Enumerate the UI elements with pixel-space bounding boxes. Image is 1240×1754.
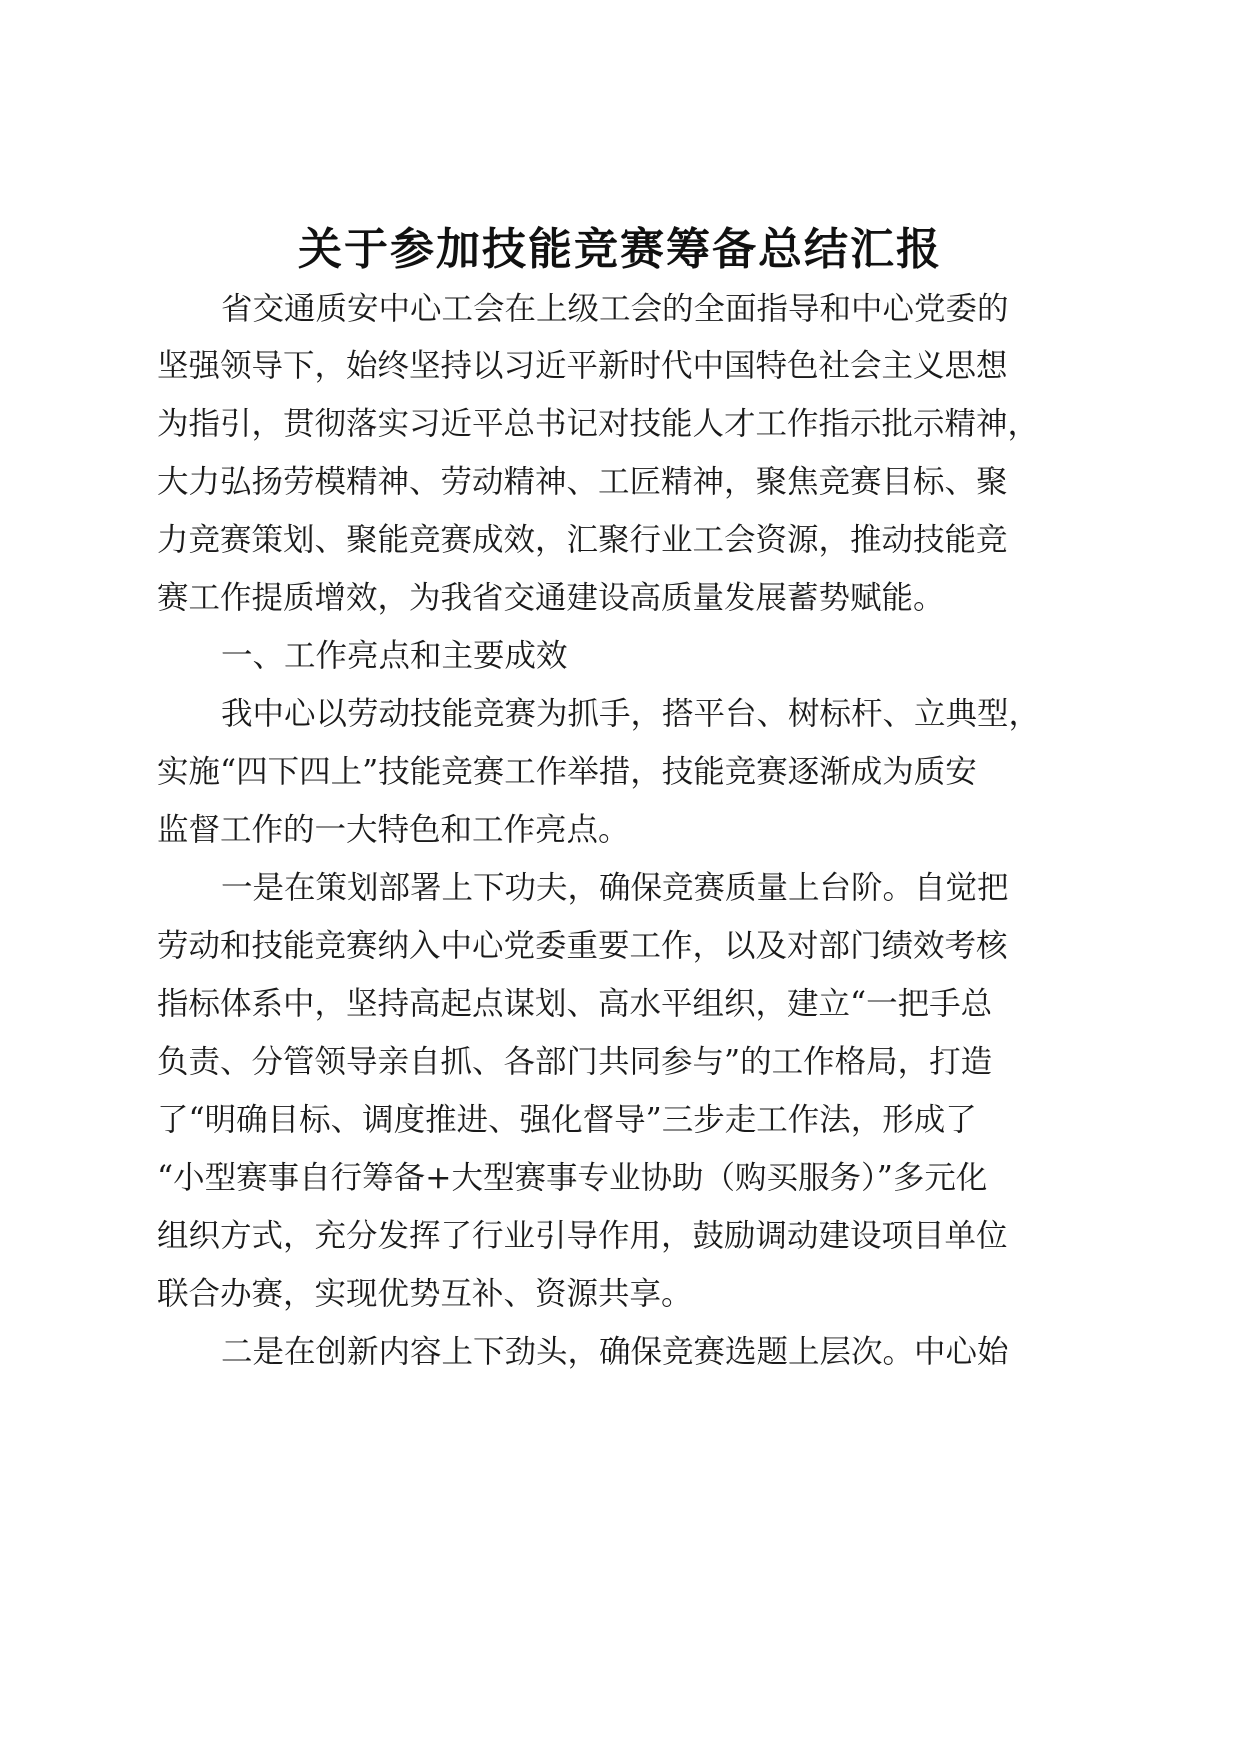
paragraph-line: 为指引，贯彻落实习近平总书记对技能人才工作指示批示精神， xyxy=(157,406,1040,442)
paragraph-line: 劳动和技能竞赛纳入中心党委重要工作，以及对部门绩效考核 xyxy=(157,928,1008,964)
paragraph-line: 我中心以劳动技能竞赛为抓手，搭平台、树标杆、立典型， xyxy=(221,696,1041,732)
paragraph-line: 坚强领导下，始终坚持以习近平新时代中国特色社会主义思想 xyxy=(157,348,1008,384)
paragraph-line: 力竞赛策划、聚能竞赛成效，汇聚行业工会资源，推动技能竞 xyxy=(157,522,1008,558)
paragraph-line: 组织方式，充分发挥了行业引导作用，鼓励调动建设项目单位 xyxy=(157,1218,1008,1254)
paragraph-line: 赛工作提质增效，为我省交通建设高质量发展蓄势赋能。 xyxy=(157,580,945,616)
paragraph-line: “小型赛事自行筹备+大型赛事专业协助（购买服务）”多元化 xyxy=(157,1160,988,1196)
section-heading: 一、工作亮点和主要成效 xyxy=(221,638,568,674)
paragraph-line: 联合办赛，实现优势互补、资源共享。 xyxy=(157,1276,693,1312)
paragraph-line: 了“明确目标、调度推进、强化督导”三步走工作法，形成了 xyxy=(157,1102,977,1138)
paragraph-line: 监督工作的一大特色和工作亮点。 xyxy=(157,812,630,848)
paragraph-line: 一是在策划部署上下功夫，确保竞赛质量上台阶。自觉把 xyxy=(221,870,1009,906)
paragraph-line: 负责、分管领导亲自抓、各部门共同参与”的工作格局，打造 xyxy=(157,1044,993,1080)
paragraph-line: 二是在创新内容上下劲头，确保竞赛选题上层次。中心始 xyxy=(221,1334,1009,1370)
paragraph-line: 大力弘扬劳模精神、劳动精神、工匠精神，聚焦竞赛目标、聚 xyxy=(157,464,1008,500)
document-title: 关于参加技能竞赛筹备总结汇报 xyxy=(298,224,942,275)
paragraph-line: 省交通质安中心工会在上级工会的全面指导和中心党委的 xyxy=(221,291,1009,327)
paragraph-line: 实施“四下四上”技能竞赛工作举措，技能竞赛逐渐成为质安 xyxy=(157,754,977,790)
paragraph-line: 指标体系中，坚持高起点谋划、高水平组织，建立“一把手总 xyxy=(157,986,993,1022)
